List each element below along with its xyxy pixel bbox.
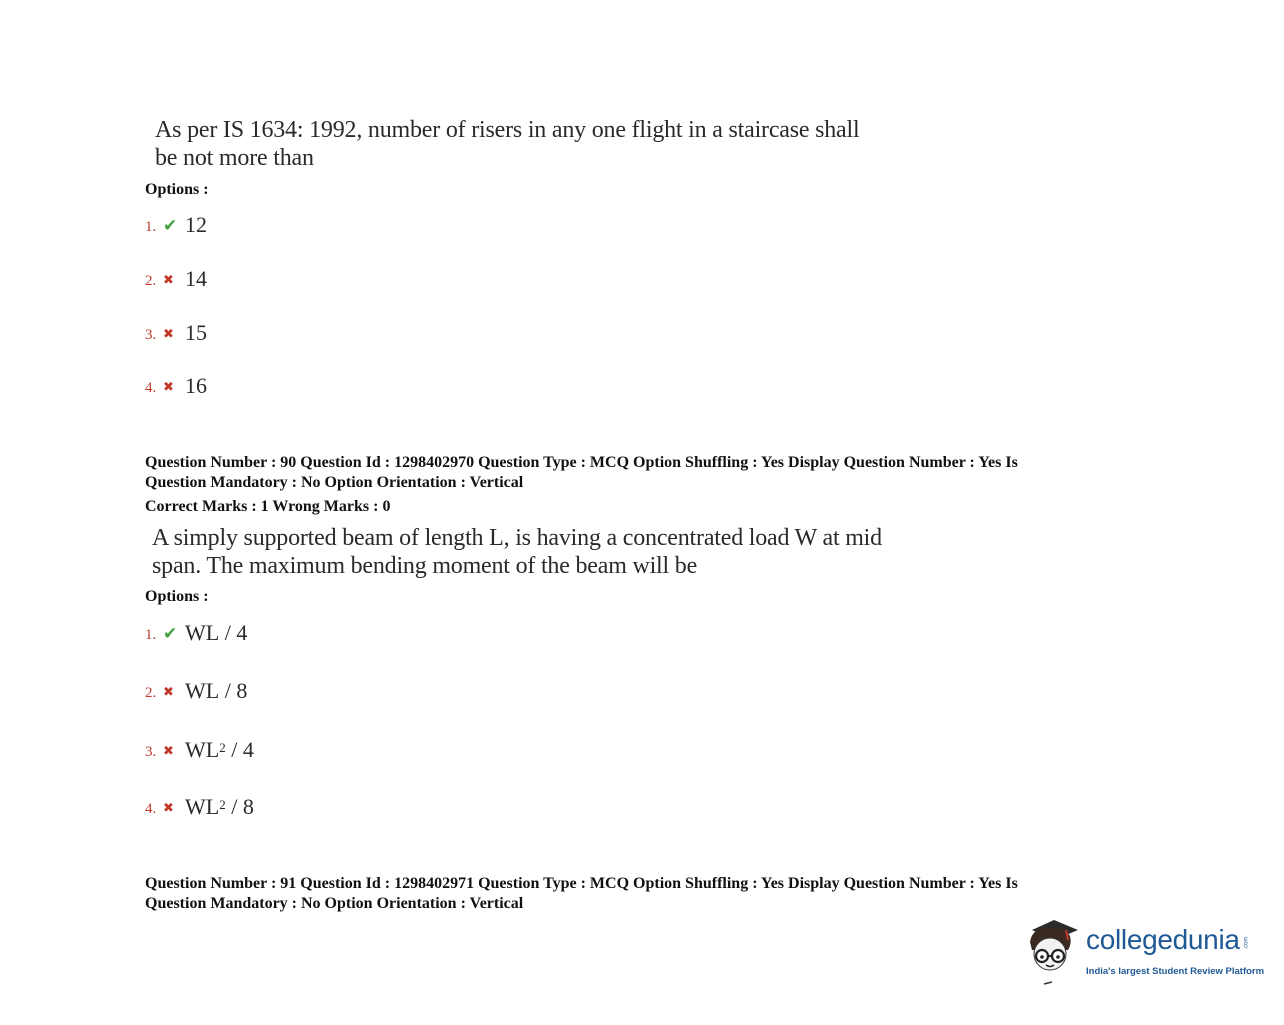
check-icon: ✔: [163, 624, 178, 643]
option-number: 1.: [145, 219, 157, 235]
logo-tagline: India's largest Student Review Platform: [1086, 966, 1265, 977]
option-number: 4.: [145, 801, 157, 817]
option-value: $WL^2 / 4$: [185, 737, 254, 762]
cross-icon: ✖: [163, 379, 174, 394]
option-value: 16: [185, 373, 207, 398]
cross-icon: ✖: [163, 272, 174, 287]
marks-line: Correct Marks : 1 Wrong Marks : 0: [145, 498, 391, 515]
option-number: 3.: [145, 327, 157, 343]
option-3: [145, 316, 207, 346]
option-number: 4.: [145, 380, 157, 396]
option-4: [145, 369, 207, 399]
meta-line: Question Mandatory : No Option Orientation : Vertical: [145, 895, 524, 912]
cross-icon: ✖: [163, 800, 174, 815]
cross-icon: ✖: [163, 743, 174, 758]
question-text-line: be not more than: [155, 145, 314, 171]
check-icon: ✔: [163, 216, 178, 235]
question-meta-90: [145, 453, 1105, 517]
option-value: WL / 4: [185, 620, 248, 645]
meta-line: Question Number : 91 Question Id : 1298402971 Question Type : MCQ Option Shuffling : Yes Display Question Number : Yes Is: [145, 875, 1018, 892]
meta-line: Question Number : 90 Question Id : 1298402970 Question Type : MCQ Option Shuffling : Yes Display Question Number : Yes Is: [145, 454, 1018, 471]
question-meta-91: [145, 874, 1105, 914]
cross-icon: ✖: [163, 326, 174, 341]
option-1: [145, 616, 247, 646]
option-value: WL / 8: [185, 678, 248, 703]
logo-com-text: .com: [1243, 936, 1250, 950]
cross-icon: ✖: [163, 684, 174, 699]
logo-brand-text: collegedunia: [1086, 924, 1240, 955]
option-number: 3.: [145, 744, 157, 760]
question-text-89: [155, 116, 859, 172]
option-2: [145, 262, 207, 292]
option-value: 15: [185, 320, 207, 345]
option-value: 14: [185, 266, 207, 291]
question-text-90: [152, 524, 882, 580]
options-heading: Options :: [145, 181, 209, 198]
options-heading: Options :: [145, 588, 209, 605]
mascot-icon: [1022, 916, 1084, 986]
option-number: 1.: [145, 627, 157, 643]
question-text-line: A simply supported beam of length L, is having a concentrated load W at mid: [152, 525, 882, 551]
meta-line: Question Mandatory : No Option Orientation : Vertical: [145, 474, 524, 491]
option-3: [145, 733, 254, 763]
option-1: [145, 208, 207, 238]
option-number: 2.: [145, 273, 157, 289]
option-2: [145, 674, 247, 704]
collegedunia-logo: [1022, 916, 1265, 988]
option-value: $WL^2 / 8$: [185, 794, 254, 819]
option-value: 12: [185, 212, 207, 237]
question-text-line: As per IS 1634: 1992, number of risers in any one flight in a staircase shall: [155, 117, 860, 143]
option-number: 2.: [145, 685, 157, 701]
option-4: [145, 790, 254, 820]
question-text-line: span. The maximum bending moment of the beam will be: [152, 553, 698, 579]
